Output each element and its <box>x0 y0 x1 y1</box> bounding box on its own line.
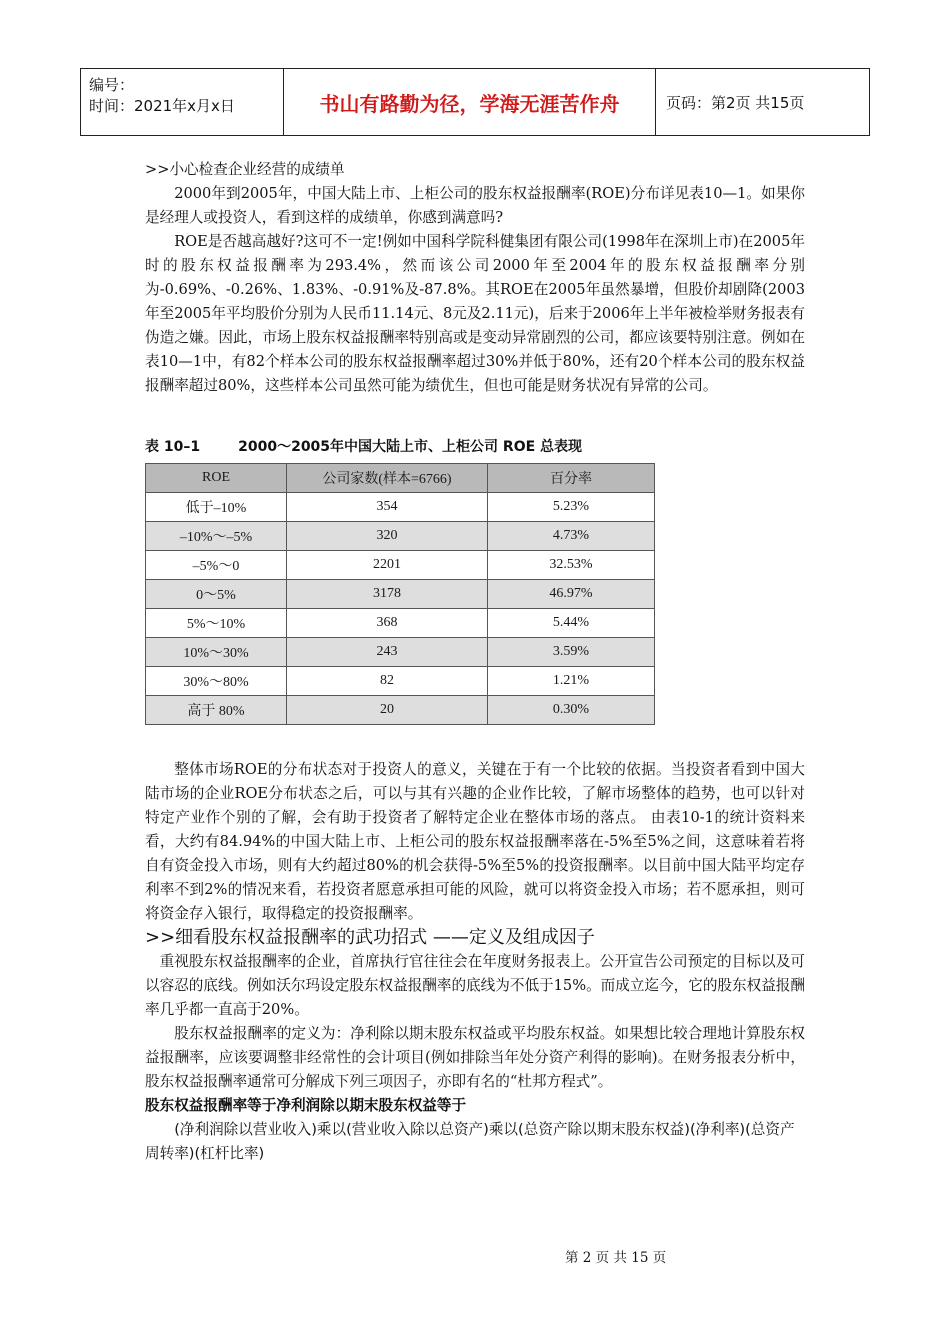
cell-percent: 5.23% <box>488 493 655 522</box>
table-row <box>146 609 655 638</box>
header-meta <box>81 69 284 135</box>
table-row <box>146 638 655 667</box>
time-label: 时间：2021年x月x日 <box>89 97 235 115</box>
cell-count: 354 <box>287 493 488 522</box>
header-page-label: 页码：第2页 共15页 <box>666 93 805 112</box>
cell-roe: 5%～10% <box>146 609 287 638</box>
table-number: 表 10–1 <box>145 439 201 455</box>
cell-percent: 32.53% <box>488 551 655 580</box>
cell-count: 2201 <box>287 551 488 580</box>
formula-line-1: 股东权益报酬率等于净利润除以期末股东权益等于 <box>145 1097 467 1114</box>
analysis-section <box>145 758 805 1166</box>
cell-percent: 1.21% <box>488 667 655 696</box>
header-roe: ROE <box>146 464 287 493</box>
section2-paragraph-1: 重视股东权益报酬率的企业，首席执行官往往会在年度财务报表上。公开宣告公司预定的目标以及可以容忍的底线。例如沃尔玛设定股东权益报酬率的底线为不低于15%。而成立迄今，它的股东权益报酬率几乎都一直高于20%。 <box>145 953 805 1018</box>
cell-count: 243 <box>287 638 488 667</box>
roe-table <box>145 463 655 725</box>
table-row <box>146 580 655 609</box>
cell-roe: 高于 80% <box>146 696 287 725</box>
table-header-row <box>146 464 655 493</box>
header-motto: 书山有路勤为径，学海无涯苦作舟 <box>284 69 656 135</box>
intro-paragraph-2: ROE是否越高越好?这可不一定!例如中国科学院科健集团有限公司(1998年在深圳上市)在2005年时的股东权益报酬率为293.4%，然而该公司2000年至2004年的股东权益报酬率分别为-0.69%、-0.26%、1.83%、-0.91%及-87.8%。其ROE在2005年虽然暴增，但股价却剧降(2003年至2005年平均股价分别为人民币11.14元、8元及2.11元)，后来于2006年上半年被检举财务报表有伪造之嫌。因此，市场上股东权益报酬率特别高或是变动异常剧烈的公司，都应该要特别注意。例如在表10—1中，有82个样本公司的股东权益报酬率超过30%并低于80%，还有20个样本公司的股东权益报酬率超过80%，这些样本公司虽然可能为绩优生，但也可能是财务状况有异常的公司。 <box>145 233 805 394</box>
cell-count: 3178 <box>287 580 488 609</box>
intro-heading: >>小心检查企业经营的成绩单 <box>145 161 345 178</box>
section2-title: >>细看股东权益报酬率的武功招式 ——定义及组成因子 <box>145 927 595 948</box>
cell-roe: 低于–10% <box>146 493 287 522</box>
cell-percent: 46.97% <box>488 580 655 609</box>
cell-count: 20 <box>287 696 488 725</box>
intro-section <box>145 158 805 398</box>
table-caption <box>145 436 582 456</box>
page-header <box>80 68 870 136</box>
cell-count: 320 <box>287 522 488 551</box>
table-row <box>146 667 655 696</box>
analysis-paragraph: 整体市场ROE的分布状态对于投资人的意义，关键在于有一个比较的依据。当投资者看到中国大陆市场的企业ROE分布状态之后，可以与其有兴趣的企业作比较，了解市场整体的趋势，也可以针对特定产业作个别的了解，会有助于投资者了解特定企业在整体市场的落点。 由表10-1的统计资料来看，大约有84.94%的中国大陆上市、上柜公司的股东权益报酬率落在-5%至5%之间，这意味着若将自有资金投入市场，则有大约超过80%的机会获得-5%至5%的投资报酬率。以目前中国大陆平均定存利率不到2%的情况来看，若投资者愿意承担可能的风险，就可以将资金投入市场；若不愿承担，则可将资金存入银行，取得稳定的投资报酬率。 <box>145 761 805 922</box>
cell-percent: 0.30% <box>488 696 655 725</box>
table-row <box>146 696 655 725</box>
table-row <box>146 551 655 580</box>
table-row <box>146 522 655 551</box>
formula-line-2: (净利润除以营业收入)乘以(营业收入除以总资产)乘以(总资产除以期末股东权益)(净利率)(总资产周转率)(杠杆比率) <box>145 1121 795 1162</box>
table-row <box>146 493 655 522</box>
cell-roe: 30%～80% <box>146 667 287 696</box>
number-label: 编号： <box>89 76 135 94</box>
cell-roe: 10%～30% <box>146 638 287 667</box>
cell-count: 82 <box>287 667 488 696</box>
footer-page-number: 第 2 页 共 15 页 <box>565 1250 667 1266</box>
intro-paragraph-1: 2000年到2005年，中国大陆上市、上柜公司的股东权益报酬率(ROE)分布详见表10—1。如果你是经理人或投资人，看到这样的成绩单，你感到满意吗? <box>145 185 805 226</box>
cell-percent: 5.44% <box>488 609 655 638</box>
cell-roe: –5%～0 <box>146 551 287 580</box>
header-percent: 百分率 <box>488 464 655 493</box>
cell-percent: 3.59% <box>488 638 655 667</box>
section2-paragraph-2: 股东权益报酬率的定义为：净利除以期末股东权益或平均股东权益。如果想比较合理地计算股东权益报酬率，应该要调整非经常性的会计项目(例如排除当年处分资产利得的影响)。在财务报表分析中，股东权益报酬率通常可分解成下列三项因子，亦即有名的“杜邦方程式”。 <box>145 1025 805 1090</box>
table-title: 2000～2005年中国大陆上市、上柜公司 ROE 总表现 <box>238 439 583 455</box>
cell-roe: 0～5% <box>146 580 287 609</box>
cell-count: 368 <box>287 609 488 638</box>
header-count: 公司家数(样本=6766) <box>287 464 488 493</box>
cell-percent: 4.73% <box>488 522 655 551</box>
cell-roe: –10%～–5% <box>146 522 287 551</box>
